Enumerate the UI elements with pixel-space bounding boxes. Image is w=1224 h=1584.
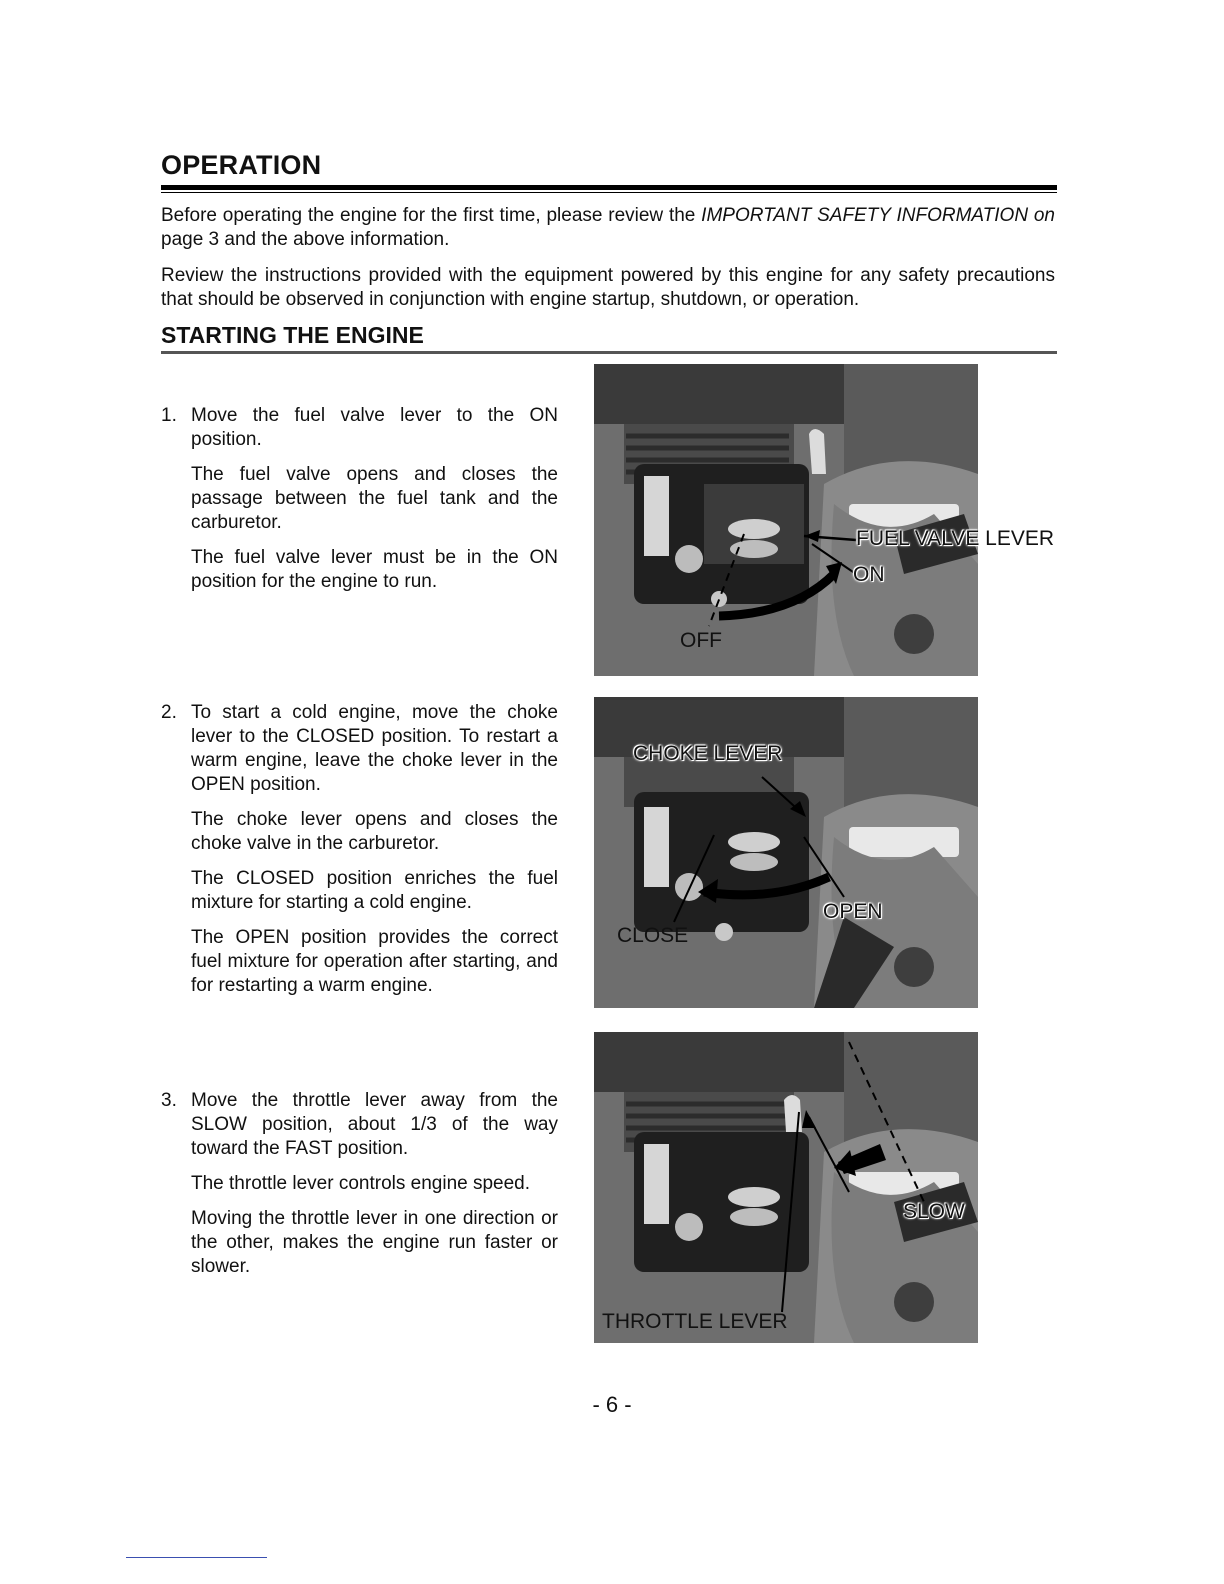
- fuel-on-label: ON: [853, 563, 885, 586]
- choke-close-label: CLOSE: [617, 924, 689, 947]
- choke-lever-label: CHOKE LEVER: [633, 742, 783, 765]
- step-number: 3.: [161, 1090, 177, 1111]
- intro-emphasis: IMPORTANT SAFETY INFORMATION on: [701, 205, 1055, 226]
- step-number: 2.: [161, 702, 177, 723]
- choke-open-label: OPEN: [823, 900, 883, 923]
- step-paragraph: Move the throttle lever away from the SLOW position, about 1/3 of the way toward the FAST position.: [191, 1090, 558, 1159]
- step-paragraph: To start a cold engine, move the choke lever to the CLOSED position. To restart a warm engine, leave the choke lever in the OPEN position.: [191, 702, 558, 795]
- subsection-rule: [161, 351, 1057, 354]
- step-paragraph: The throttle lever controls engine speed.: [191, 1173, 531, 1194]
- step-number: 1.: [161, 405, 177, 426]
- step-paragraph: Moving the throttle lever in one direction or the other, makes the engine run faster or slower.: [191, 1208, 558, 1277]
- step-paragraph: Move the fuel valve lever to the ON position.: [191, 405, 558, 450]
- throttle-slow-label: SLOW: [903, 1200, 965, 1223]
- subsection-title: STARTING THE ENGINE: [161, 322, 424, 348]
- section-title: OPERATION: [161, 150, 322, 180]
- step-3: [161, 1089, 558, 1290]
- step-paragraph: The fuel valve opens and closes the passage between the fuel tank and the carburetor.: [191, 464, 558, 533]
- page-number: - 6 -: [592, 1392, 632, 1417]
- step-paragraph: The OPEN position provides the correct fuel mixture for operation after starting, and for restarting a warm engine.: [191, 927, 558, 996]
- fuel-valve-callouts: [594, 364, 1064, 664]
- step-1: [161, 404, 558, 605]
- throttle-callouts: [594, 1032, 978, 1343]
- intro-paragraph-1: [161, 204, 1055, 252]
- footer-link-line: [126, 1557, 267, 1558]
- section-rule: [161, 185, 1057, 190]
- step-paragraph: The CLOSED position enriches the fuel mixture for starting a cold engine.: [191, 868, 558, 913]
- throttle-lever-label: THROTTLE LEVER: [602, 1310, 788, 1333]
- fuel-off-label: OFF: [680, 629, 722, 652]
- section-rule-thin: [161, 192, 1057, 193]
- step-2: [161, 701, 558, 1009]
- intro-text-a: Before operating the engine for the first time, please review the: [161, 205, 702, 226]
- step-paragraph: The choke lever opens and closes the choke valve in the carburetor.: [191, 809, 558, 854]
- step-paragraph: The fuel valve lever must be in the ON position for the engine to run.: [191, 547, 558, 592]
- intro-text-b: page 3 and the above information.: [161, 229, 450, 250]
- intro-paragraph-2: Review the instructions provided with the equipment powered by this engine for any safety precautions that should be observed in conjunction with engine startup, shutdown, or operation.: [161, 265, 1055, 310]
- fuel-valve-lever-label: FUEL VALVE LEVER: [856, 527, 1055, 550]
